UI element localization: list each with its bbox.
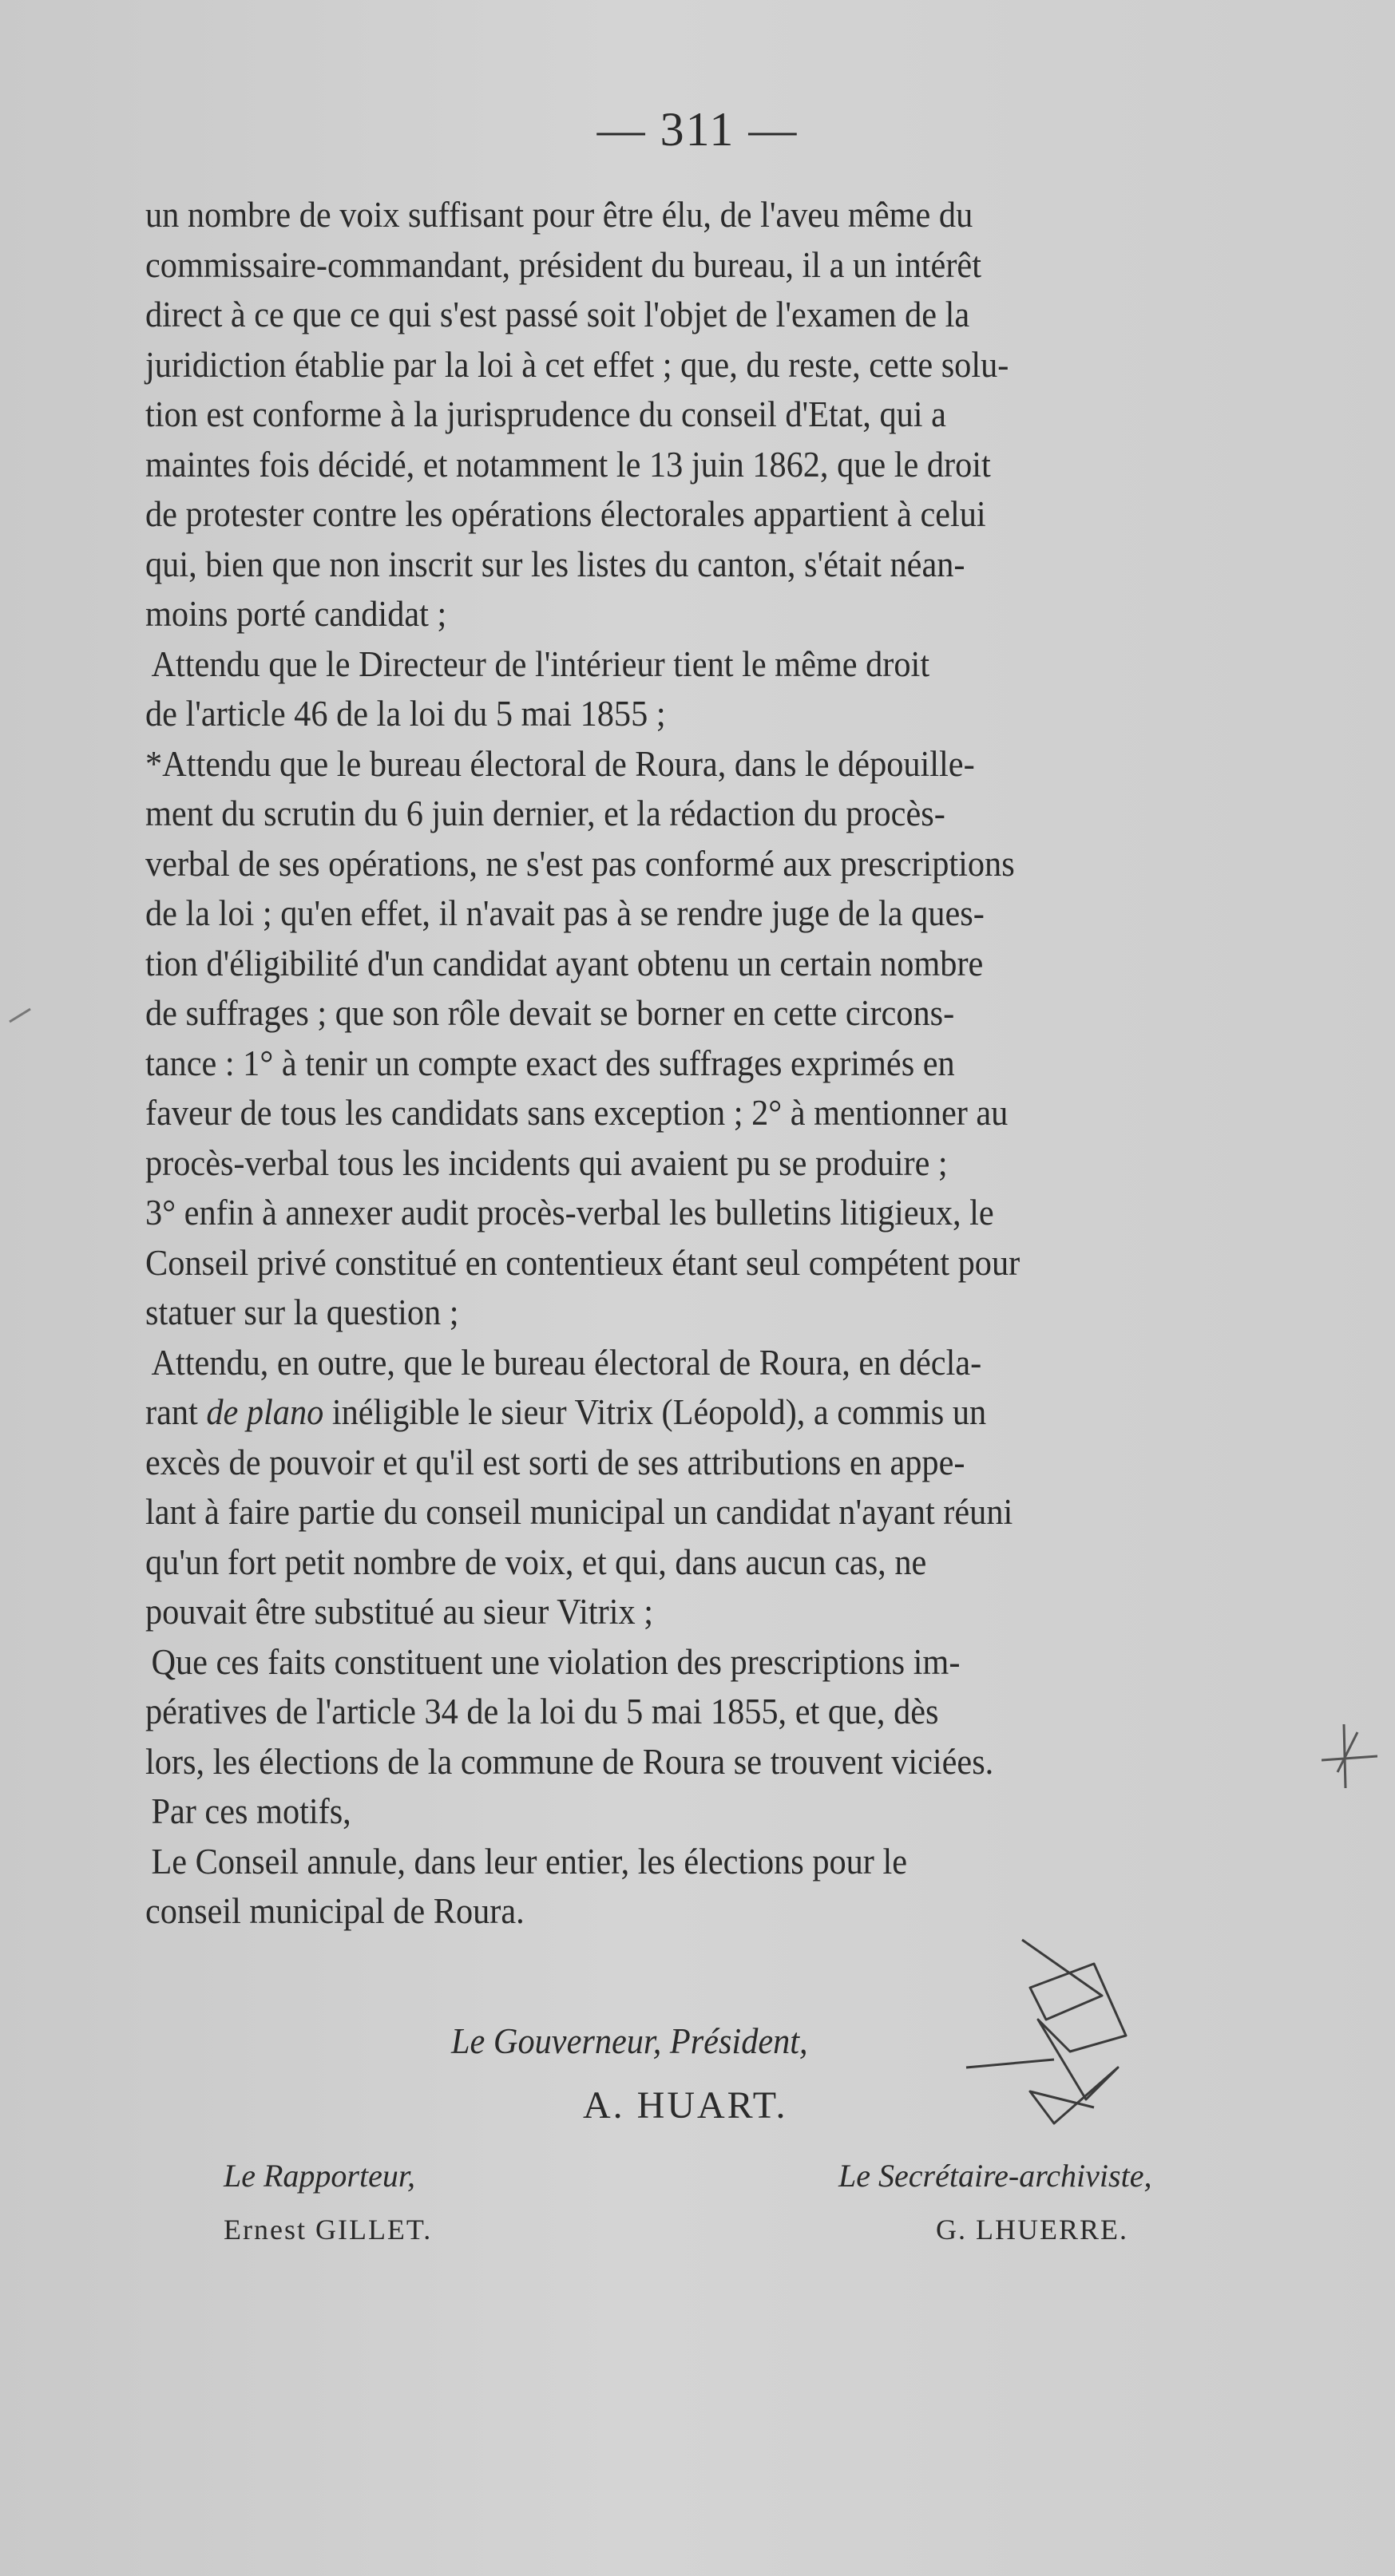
text-line: tance : 1° à tenir un compte exact des suffrages exprimés en (145, 1042, 955, 1083)
text-line: lors, les élections de la commune de Roura se trouvent viciées. (145, 1740, 994, 1782)
text-line: un nombre de voix suffisant pour être élu, de l'aveu même du (145, 194, 973, 235)
secretaire-title: Le Secrétaire-archiviste, (838, 2158, 1152, 2194)
paraphe-signature-icon (934, 1924, 1158, 2179)
italic-phrase: de plano (206, 1391, 324, 1432)
text-line: de protester contre les opérations électorales appartient à celui (145, 493, 986, 534)
text-line: qui, bien que non inscrit sur les listes du canton, s'était néan- (145, 543, 965, 584)
text-line: juridiction établie par la loi à cet effet ; que, du reste, cette solu- (145, 343, 1009, 385)
text-line: conseil municipal de Roura. (145, 1890, 525, 1931)
text-line: commissaire-commandant, président du bureau, il a un intérêt (145, 243, 981, 285)
rapporteur-title: Le Rapporteur, (224, 2158, 415, 2194)
text-line: lant à faire partie du conseil municipal un candidat n'ayant réuni (145, 1491, 1013, 1532)
page-number: — 311 — (596, 103, 799, 156)
text-line: faveur de tous les candidats sans exception ; 2° à mentionner au (145, 1092, 1009, 1133)
text-segment: rant (145, 1391, 207, 1432)
president-title: Le Gouverneur, Président, (451, 2020, 808, 2061)
text-line: excès de pouvoir et qu'il est sorti de ses attributions en appe- (145, 1441, 965, 1482)
rapporteur-name: Ernest GILLET. (224, 2214, 433, 2246)
text-line: de l'article 46 de la loi du 5 mai 1855 ; (145, 693, 666, 734)
text-line: tion est conforme à la jurisprudence du conseil d'Etat, qui a (145, 394, 946, 434)
text-line: Le Conseil annule, dans leur entier, les élections pour le (151, 1840, 908, 1882)
text-line: Attendu, en outre, que le bureau électoral de Roura, en décla- (151, 1341, 982, 1383)
text-line: de suffrages ; que son rôle devait se borner en cette circons- (145, 992, 955, 1033)
text-line: statuer sur la question ; (145, 1292, 459, 1332)
secretaire-name: G. LHUERRE. (936, 2214, 1128, 2246)
text-line: verbal de ses opérations, ne s'est pas conformé aux prescriptions (145, 842, 1015, 884)
margin-cross-icon (1322, 1724, 1377, 1788)
text-line: direct à ce que ce qui s'est passé soit l'objet de l'examen de la (145, 294, 970, 334)
text-line: Par ces motifs, (151, 1791, 351, 1831)
text-line: moins porté candidat ; (145, 593, 447, 634)
text-line: Conseil privé constitué en contentieux étant seul compétent pour (145, 1241, 1020, 1283)
text-line: de la loi ; qu'en effet, il n'avait pas à se rendre juge de la ques- (145, 892, 985, 933)
text-line: pératives de l'article 34 de la loi du 5 mai 1855, et que, dès (145, 1691, 939, 1731)
text-line: tion d'éligibilité d'un candidat ayant obtenu un certain nombre (145, 942, 984, 983)
text-line: maintes fois décidé, et notamment le 13 juin 1862, que le droit (145, 443, 991, 485)
text-line: 3° enfin à annexer audit procès-verbal les bulletins litigieux, le (145, 1192, 994, 1233)
text-segment: inéligible le sieur Vitrix (Léopold), a commis un (323, 1391, 987, 1432)
text-line: Attendu que le Directeur de l'intérieur tient le même droit (151, 643, 930, 684)
text-line: ment du scrutin du 6 juin dernier, et la rédaction du procès- (145, 793, 945, 833)
president-name: A. HUART. (583, 2084, 788, 2127)
text-line: Que ces faits constituent une violation des prescriptions im- (151, 1640, 961, 1682)
text-line: pouvait être substitué au sieur Vitrix ; (145, 1591, 653, 1632)
text-line: *Attendu que le bureau électoral de Roura, dans le dépouille- (145, 742, 975, 784)
text-line: qu'un fort petit nombre de voix, et qui, dans aucun cas, ne (145, 1541, 927, 1582)
text-line: procès-verbal tous les incidents qui avaient pu se produire ; (145, 1142, 948, 1183)
margin-tick-icon (8, 1007, 32, 1023)
